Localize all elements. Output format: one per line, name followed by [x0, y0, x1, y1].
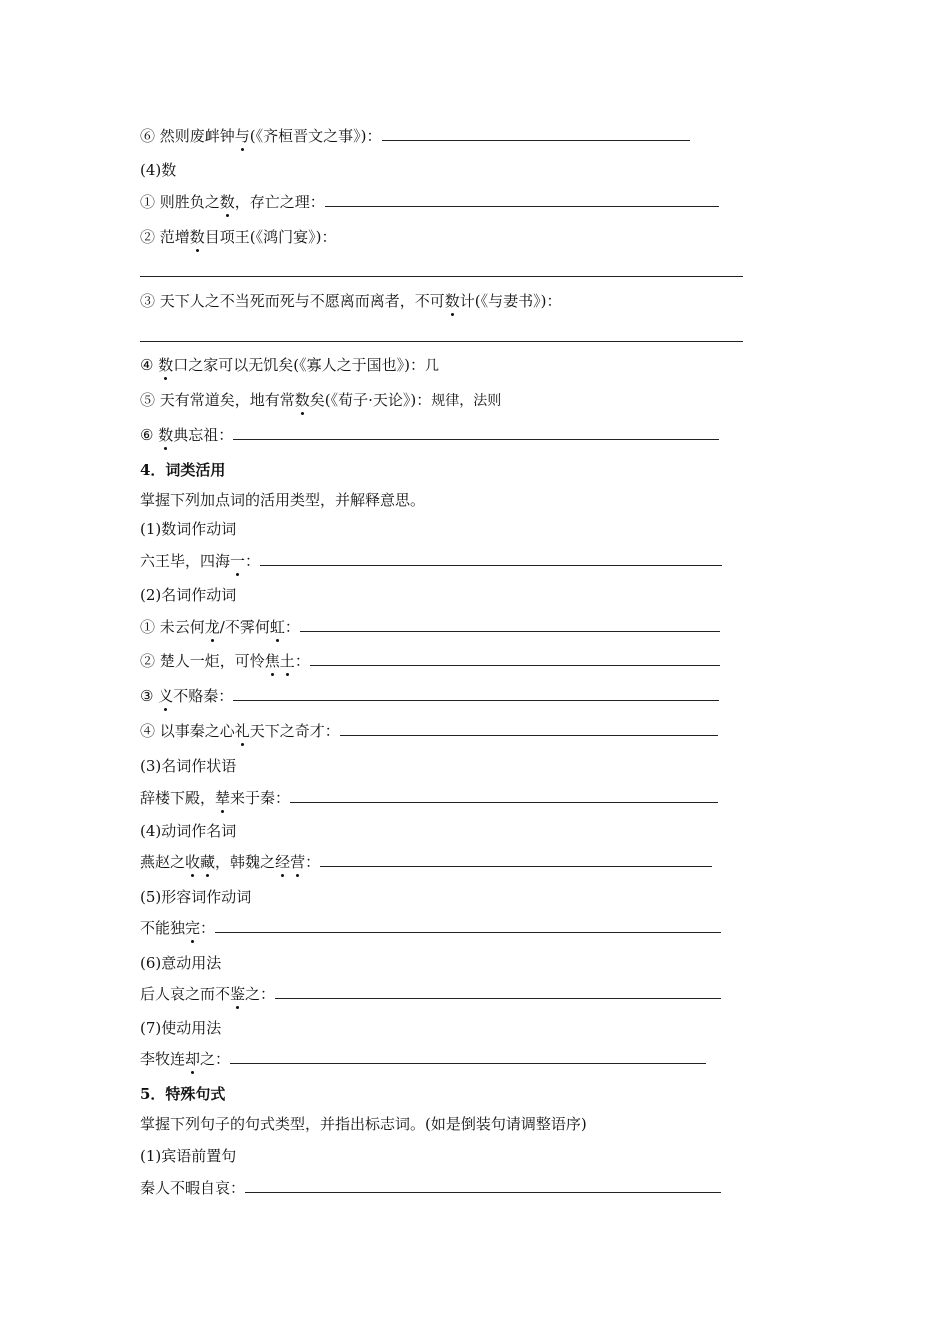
- subheading-5-1: (1)宾语前置句: [140, 1147, 237, 1165]
- item-shu-2: ② 范增数目项王(《鸿门宴》)：: [140, 228, 337, 246]
- answer-blank[interactable]: [140, 276, 743, 277]
- subheading-4-3: (3)名词作状语: [140, 757, 237, 775]
- emphasis-char: 龙: [204, 618, 220, 636]
- answer-blank[interactable]: [325, 192, 719, 207]
- emphasis-char: 鉴: [230, 985, 246, 1003]
- answer-blank[interactable]: [140, 341, 743, 342]
- emphasis-char: 营: [290, 853, 306, 871]
- answer-blank[interactable]: [215, 918, 721, 933]
- answer-blank[interactable]: [300, 617, 720, 632]
- subheading-4-5: (5)形容词作动词: [140, 888, 252, 906]
- answer-blank[interactable]: [382, 126, 690, 141]
- subheading-4-7: (7)使动用法: [140, 1019, 222, 1037]
- item-4-2d: ④ 以事秦之心礼天下之奇才：: [140, 721, 718, 741]
- item-shu-6: ⑥ 数典忘祖：: [140, 425, 719, 445]
- item-shu-3: ③ 天下人之不当死而死与不愿离而离者，不可数计(《与妻书》)：: [140, 292, 562, 310]
- emphasis-char: 焦: [264, 652, 280, 670]
- emphasis-char: 数: [158, 356, 174, 374]
- item-4-5: 不能独完：: [140, 918, 721, 938]
- emphasis-char: 却: [185, 1050, 201, 1068]
- item-4-7: 李牧连却之：: [140, 1049, 706, 1069]
- emphasis-char: 数: [219, 193, 235, 211]
- emphasis-char: 数: [294, 391, 310, 409]
- answer-blank[interactable]: [310, 651, 720, 666]
- answer-blank[interactable]: [340, 721, 718, 736]
- emphasis-char: 数: [189, 228, 205, 246]
- subheading-4-2: (2)名词作动词: [140, 586, 237, 604]
- item-4-6: 后人哀之而不鉴之：: [140, 984, 721, 1004]
- emphasis-char: 虹: [269, 618, 285, 636]
- item-shu-1: ① 则胜负之数，存亡之理：: [140, 192, 719, 212]
- answer-blank[interactable]: [275, 984, 721, 999]
- item-4-2c: ③ 义不赂秦：: [140, 686, 719, 706]
- emphasis-char: 经: [275, 853, 291, 871]
- emphasis-char: 数: [444, 292, 460, 310]
- item-4-2b: ② 楚人一炬，可怜焦土：: [140, 651, 720, 671]
- section-5-intro: 掌握下列句子的句式类型，并指出标志词。(如是倒装句请调整语序): [140, 1115, 587, 1133]
- emphasis-char: 义: [158, 687, 174, 705]
- answer-text: 几: [424, 358, 439, 374]
- item-4-4: 燕赵之收藏，韩魏之经营：: [140, 852, 712, 872]
- item-shu-5: ⑤ 天有常道矣，地有常数矣(《荀子·天论》)：规律，法则: [140, 391, 502, 409]
- emphasis-char: 收: [185, 853, 201, 871]
- answer-text: 规律，法则: [431, 393, 502, 409]
- emphasis-char: 礼: [234, 722, 250, 740]
- emphasis-char: 藏: [200, 853, 216, 871]
- answer-blank[interactable]: [233, 425, 719, 440]
- item-4-3: 辞楼下殿，辇来于秦：: [140, 788, 718, 808]
- section-5-title: 5．特殊句式: [140, 1085, 226, 1103]
- item-shu-6-yu: ⑥ 然则废衅钟与(《齐桓晋文之事》)：: [140, 126, 690, 146]
- answer-blank[interactable]: [233, 686, 719, 701]
- answer-blank[interactable]: [290, 788, 718, 803]
- subheading-4-1: (1)数词作动词: [140, 520, 237, 538]
- answer-blank[interactable]: [320, 852, 712, 867]
- section-4-title: 4．词类活用: [140, 461, 226, 479]
- item-shu-4: ④ 数口之家可以无饥矣(《寡人之于国也》)：几: [140, 356, 439, 374]
- item-4-1: 六王毕，四海一：: [140, 551, 722, 571]
- emphasis-char: 与: [234, 127, 250, 145]
- section-4-intro: 掌握下列加点词的活用类型，并解释意思。: [140, 491, 426, 509]
- emphasis-char: 一: [230, 552, 246, 570]
- emphasis-char: 数: [158, 426, 174, 444]
- subheading-4-4: (4)动词作名词: [140, 822, 237, 840]
- subheading-shu: (4)数: [140, 161, 177, 179]
- subheading-4-6: (6)意动用法: [140, 954, 222, 972]
- emphasis-char: 完: [185, 919, 201, 937]
- answer-blank[interactable]: [245, 1178, 721, 1193]
- item-4-2a: ① 未云何龙/不霁何虹：: [140, 617, 720, 637]
- item-5-1: 秦人不暇自哀：: [140, 1178, 721, 1198]
- emphasis-char: 辇: [215, 789, 231, 807]
- answer-blank[interactable]: [260, 551, 722, 566]
- emphasis-char: 土: [279, 652, 295, 670]
- answer-blank[interactable]: [230, 1049, 706, 1064]
